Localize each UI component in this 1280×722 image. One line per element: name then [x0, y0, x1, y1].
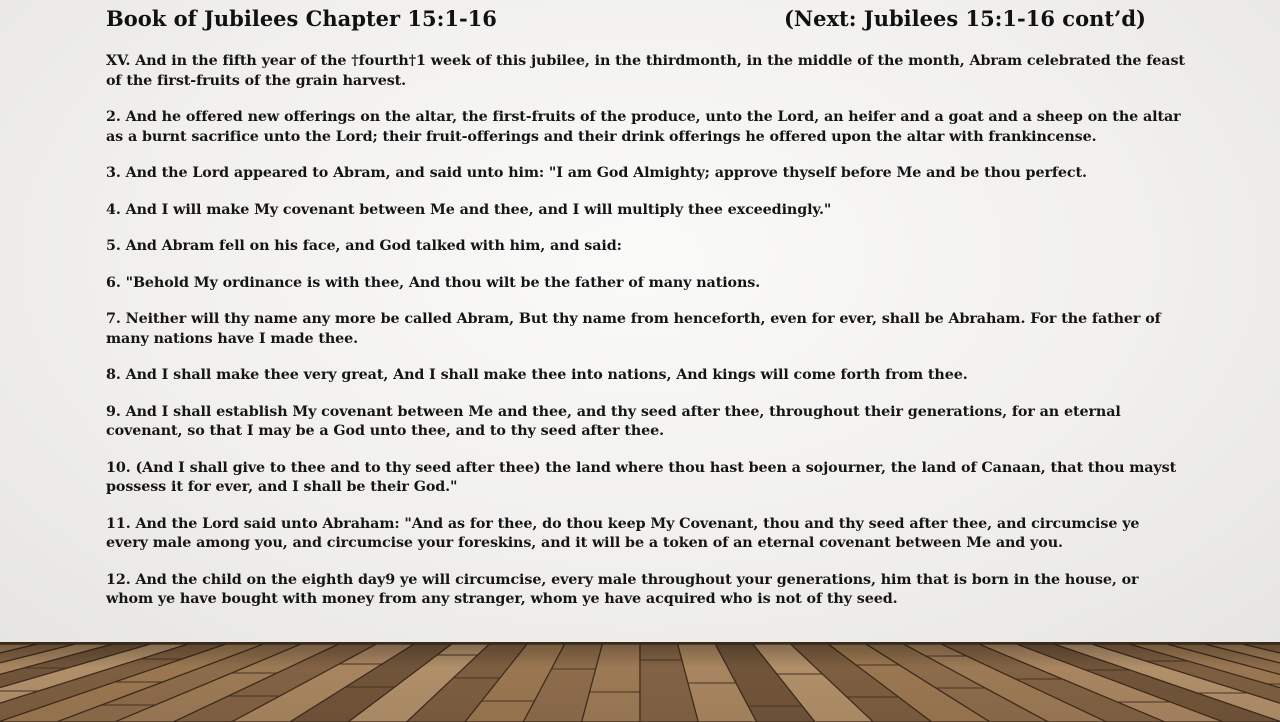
verse-7: 7. Neither will thy name any more be called Abram, But thy name from henceforth, even for ever, shall be Abraham. For the father of many nations have I made thee.: [106, 311, 1161, 347]
verse-6: 6. "Behold My ordinance is with thee, And thou wilt be the father of many nations.: [106, 274, 761, 291]
verse-4: 4. And I will make My covenant between Me and thee, and I will multiply thee exceedingly.": [106, 201, 832, 218]
verse-11: 11. And the Lord said unto Abraham: "And as for thee, do thou keep My Covenant, thou and thy seed after thee, and circumcise ye every male among you, and circumcise your foreskins, and it will be a token of an eternal covenant between Me and you.: [106, 515, 1140, 551]
verse-10: 10. (And I shall give to thee and to thy seed after thee) the land where thou hast been a sojourner, the land of Canaan, that thou mayst possess it for ever, and I shall be their God.": [106, 459, 1177, 495]
slide-title: Book of Jubilees Chapter 15:1-16: [106, 6, 497, 31]
verse-list: [106, 52, 1186, 627]
verse-5: 5. And Abram fell on his face, and God talked with him, and said:: [106, 238, 622, 254]
verse-2: 2. And he offered new offerings on the altar, the first-fruits of the produce, unto the Lord, an heifer and a goat and a sheep on the altar as a burnt sacrifice unto the Lord; their fruit-offerings and their drink offerings he offered upon the altar with frankincense.: [106, 109, 1181, 145]
verse-3: 3. And the Lord appeared to Abram, and said unto him: "I am God Almighty; approve thyself before Me and be thou perfect.: [106, 165, 1087, 181]
next-slide-note: (Next: Jubilees 15:1-16 cont’d): [783, 6, 1146, 31]
wood-floor-background: [0, 642, 1280, 722]
verse-1: XV. And in the fifth year of the †fourth†1 week of this jubilee, in the thirdmonth, in the middle of the month, Abram celebrated the feast of the first-fruits of the grain harvest.: [106, 53, 1185, 89]
verse-8: 8. And I shall make thee very great, And I shall make thee into nations, And kings will come forth from thee.: [106, 367, 968, 383]
verse-9: 9. And I shall establish My covenant between Me and thee, and thy seed after thee, throughout their generations, for an eternal covenant, so that I may be a God unto thee, and to thy seed after thee.: [106, 403, 1121, 439]
verse-12: 12. And the child on the eighth day9 ye will circumcise, every male throughout your generations, him that is born in the house, or whom ye have bought with money from any stranger, whom ye have acquired who is not of thy seed.: [106, 571, 1139, 607]
wood-planks-graphic: [0, 644, 1280, 722]
